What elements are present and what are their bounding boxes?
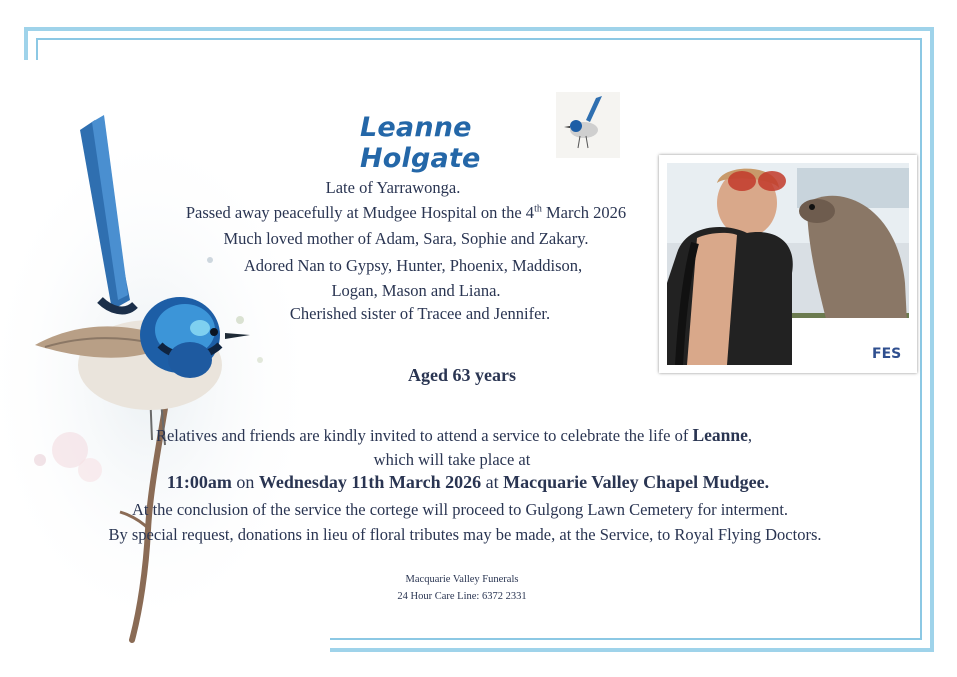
donations-line: By special request, donations in lieu of floral tributes may be made, at the Service, to Royal Flying Doctors. xyxy=(108,525,822,544)
funeral-company: Macquarie Valley Funerals xyxy=(405,574,519,585)
cortege-line: At the conclusion of the service the cortege will proceed to Gulgong Lawn Cemetery for interment. xyxy=(131,500,789,519)
passed-away-line: Passed away peacefully at Mudgee Hospital on the 4th March 2026 xyxy=(185,203,627,222)
late-of-line: Late of Yarrawonga. xyxy=(325,178,461,197)
nan-to-line-2: Logan, Mason and Liana. xyxy=(331,281,501,300)
aged-line: Aged 63 years xyxy=(408,365,516,385)
memorial-photo xyxy=(659,155,917,373)
care-line: 24 Hour Care Line: 6372 2331 xyxy=(397,591,527,602)
service-details-line: 11:00am on Wednesday 11th March 2026 at Macquarie Valley Chapel Mudgee. xyxy=(166,472,770,492)
svg-text:FES: FES xyxy=(872,346,902,362)
fairy-wren-illustration xyxy=(0,60,330,660)
mother-of-line: Much loved mother of Adam, Sara, Sophie and Zakary. xyxy=(223,229,589,248)
small-wren-icon xyxy=(556,92,620,158)
take-place-line: which will take place at xyxy=(373,450,531,469)
deceased-name-title: Leanne Holgate xyxy=(360,112,481,174)
nan-to-line-1: Adored Nan to Gypsy, Hunter, Phoenix, Maddison, xyxy=(243,256,583,275)
sister-of-line: Cherished sister of Tracee and Jennifer. xyxy=(289,304,551,323)
service-invite-line: Relatives and friends are kindly invited to attend a service to celebrate the life of Leanne, xyxy=(155,425,753,445)
